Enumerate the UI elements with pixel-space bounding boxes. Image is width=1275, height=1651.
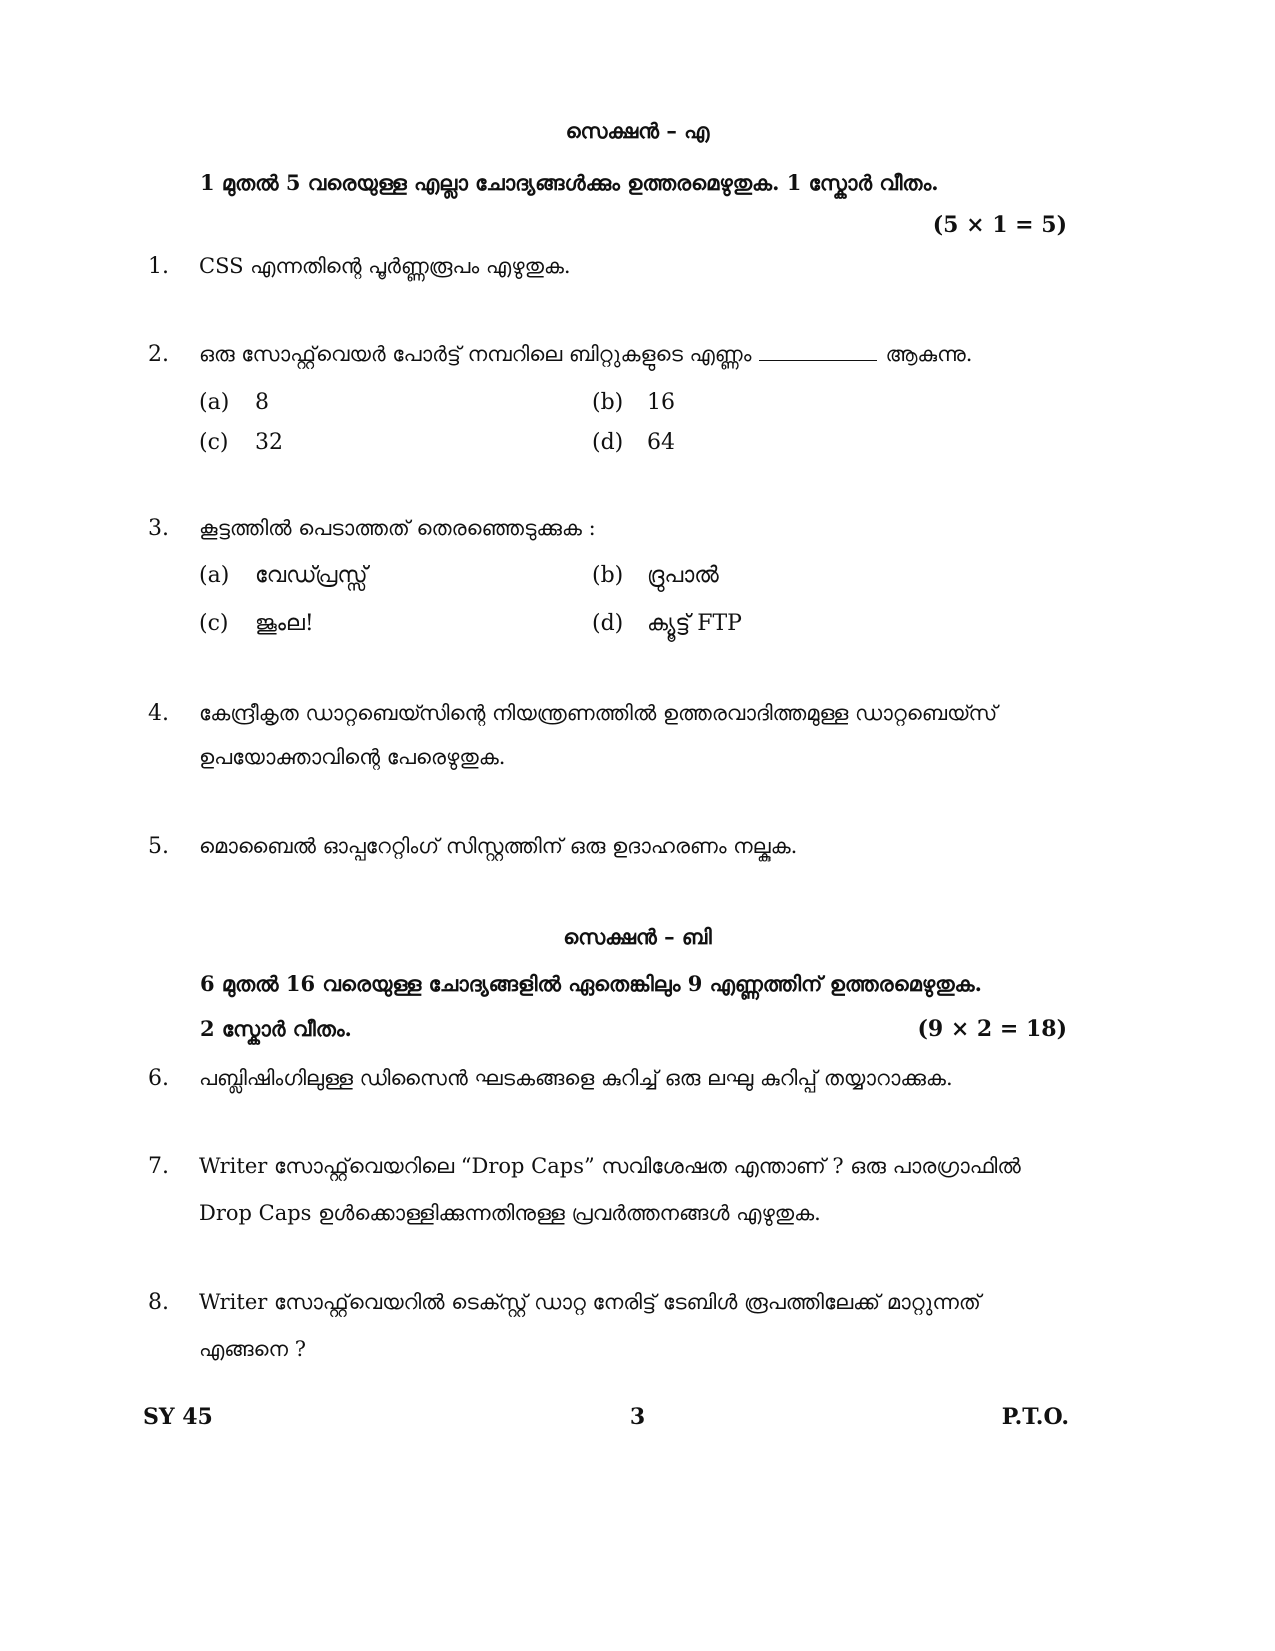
option-label: (b): [592, 563, 624, 588]
option-value: 64: [647, 430, 675, 455]
option-label: (b): [592, 390, 624, 415]
question-number: 8.: [148, 1290, 169, 1315]
option-label: (d): [592, 611, 624, 636]
section-a-instruction: 1 മുതൽ 5 വരെയുള്ള എല്ലാ ചോദ്യങ്ങൾക്കും ഉത്തരമെഴുതുക. 1 സ്കോർ വീതം.: [200, 170, 939, 195]
question-number: 3.: [148, 516, 169, 541]
question-text-line: കേന്ദ്രീകൃത ഡാറ്റബെയ്സിന്റെ നിയന്ത്രണത്തിൽ ഉത്തരവാദിത്തമുള്ള ഡാറ്റബെയ്സ്: [199, 701, 998, 725]
question-text-line: Writer സോഫ്റ്റ്‌വെയറിലെ “Drop Caps” സവിശേഷത എന്താണ് ? ഒരു പാരഗ്രാഫിൽ: [199, 1154, 1021, 1178]
question-number: 7.: [148, 1154, 169, 1179]
option-label: (a): [199, 563, 230, 588]
section-b-heading: സെക്ഷൻ – ബി: [563, 924, 712, 949]
question-number: 2.: [148, 342, 169, 367]
page-number: 3: [629, 1404, 646, 1430]
question-text-after-blank: ആകുന്നു.: [885, 342, 973, 366]
question-text-line: Writer സോഫ്റ്റ്‌വെയറിൽ ടെക്സ്റ്റ് ഡാറ്റ നേരിട്ട് ടേബിൾ രൂപത്തിലേക്ക് മാറ്റുന്നത്: [199, 1290, 981, 1314]
question-number: 4.: [148, 701, 169, 726]
question-number: 6.: [148, 1066, 169, 1091]
option-label: (d): [592, 430, 624, 455]
option-value: 32: [255, 430, 283, 455]
question-text: കൂട്ടത്തിൽ പെടാത്തത് തെരഞ്ഞെടുക്കുക :: [199, 516, 596, 540]
section-b-instruction-score: 2 സ്കോർ വീതം.: [200, 1016, 352, 1041]
answer-blank: [759, 359, 877, 361]
question-text: CSS എന്നതിന്റെ പൂർണ്ണരൂപം എഴുതുക.: [199, 254, 571, 278]
option-value: 16: [647, 390, 675, 415]
section-b-marks: (9 × 2 = 18): [917, 1016, 1067, 1042]
question-number: 5.: [148, 834, 169, 859]
option-value: 8: [255, 390, 269, 415]
section-a-marks: (5 × 1 = 5): [932, 212, 1067, 238]
option-value: ജൂംല!: [255, 611, 314, 636]
question-text: പബ്ലിഷിംഗിലുള്ള ഡിസൈൻ ഘടകങ്ങളെ കുറിച്ച് ഒരു ലഘു കുറിപ്പ് തയ്യാറാക്കുക.: [199, 1066, 953, 1090]
please-turn-over: P.T.O.: [1001, 1404, 1069, 1430]
option-label: (c): [199, 611, 229, 636]
paper-code: SY 45: [143, 1404, 213, 1430]
question-text-line: എങ്ങനെ ?: [199, 1337, 306, 1361]
question-text-line: ഉപയോക്താവിന്റെ പേരെഴുതുക.: [199, 745, 506, 769]
option-value: വേഡ്പ്രസ്സ്: [255, 563, 368, 588]
option-value: ദ്രുപാൽ: [647, 563, 719, 588]
option-label: (c): [199, 430, 229, 455]
section-a-heading: സെക്ഷൻ – എ: [565, 118, 710, 143]
question-text-before-blank: ഒരു സോഫ്റ്റ്‌വെയർ പോർട്ട് നമ്പറിലെ ബിറ്റുകളുടെ എണ്ണം: [199, 342, 752, 366]
question-text: മൊബൈൽ ഓപ്പറേറ്റിംഗ് സിസ്റ്റത്തിന് ഒരു ഉദാഹരണം നല്കുക.: [199, 834, 798, 858]
question-text-line: Drop Caps ഉൾക്കൊള്ളിക്കുന്നതിനുള്ള പ്രവർത്തനങ്ങൾ എഴുതുക.: [199, 1201, 821, 1225]
option-label: (a): [199, 390, 230, 415]
section-b-instruction: 6 മുതൽ 16 വരെയുള്ള ചോദ്യങ്ങളിൽ ഏതെങ്കിലും 9 എണ്ണത്തിന് ഉത്തരമെഴുതുക.: [200, 971, 982, 996]
option-value: ക്യൂട്ട് FTP: [647, 611, 742, 636]
question-text: [199, 342, 972, 367]
question-number: 1.: [148, 254, 169, 279]
